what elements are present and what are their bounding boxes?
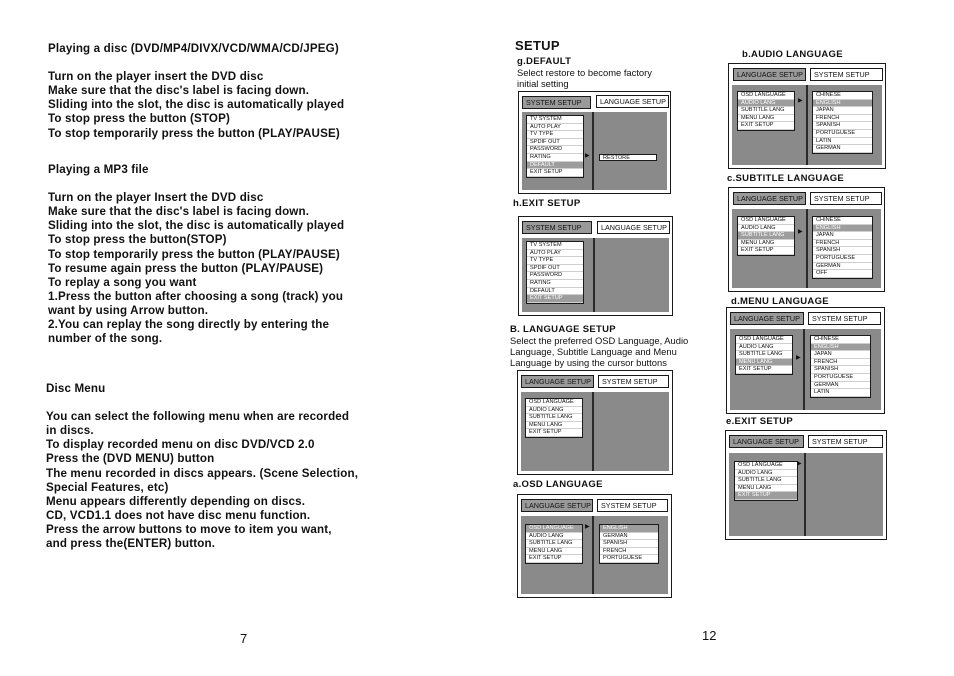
menu-body <box>732 209 881 288</box>
language-setup-list <box>734 461 798 501</box>
text-line: in discs. <box>46 424 94 438</box>
menu-item-tv-type[interactable]: TV TYPE <box>527 131 583 139</box>
option-german[interactable]: GERMAN <box>813 263 872 271</box>
menu-item-exit-setup[interactable]: EXIT SETUP <box>527 295 583 303</box>
language-setup-list <box>737 91 795 131</box>
menu-item-osd-language[interactable]: OSD LANGUAGE <box>736 336 792 344</box>
option-spanish[interactable]: SPANISH <box>811 366 870 374</box>
option-japan[interactable]: JAPAN <box>813 232 872 240</box>
menu-item-audio-lang[interactable]: AUDIO LANG <box>736 344 792 352</box>
system-setup-list <box>526 241 584 304</box>
text-line: Sliding into the slot, the disc is automatically played <box>48 219 345 233</box>
text-line: Press the (DVD MENU) button <box>46 452 215 466</box>
text-line: Menu appears differently depending on discs. <box>46 494 306 508</box>
arrow-right-icon: ▶ <box>585 524 590 530</box>
menu-item-audio-lang[interactable]: AUDIO LANG <box>738 100 794 108</box>
language-setup-list <box>735 335 793 375</box>
tab-language-setup[interactable]: LANGUAGE SETUP <box>521 499 593 512</box>
text-line: Make sure that the disc's label is facing down. <box>48 205 310 219</box>
option-japan[interactable]: JAPAN <box>811 351 870 359</box>
menu-item-subtitle-lang[interactable]: SUBTITLE LANG <box>735 477 797 485</box>
osd-language-screen <box>517 494 672 598</box>
tab-language-setup[interactable]: LANGUAGE SETUP <box>521 375 594 388</box>
text-line: Press the arrow buttons to move to item you want, <box>46 522 332 536</box>
tab-system-setup[interactable]: SYSTEM SETUP <box>598 375 669 388</box>
desc-line: Select the preferred OSD Language, Audio <box>510 335 689 346</box>
menu-body <box>521 392 669 471</box>
menu-item-menu-lang[interactable]: MENU LANG <box>736 359 792 367</box>
tab-language-setup[interactable]: LANGUAGE SETUP <box>733 68 806 81</box>
option-portuguese[interactable]: PORTUGUESE <box>813 255 872 263</box>
menu-body <box>521 516 668 594</box>
menu-body <box>522 112 667 190</box>
menu-item-menu-lang[interactable]: MENU LANG <box>526 422 582 430</box>
default-menu-screen <box>518 91 671 194</box>
text-line: Turn on the player insert the DVD disc <box>48 70 264 84</box>
desc-line: Language, Subtitle Language and Menu <box>510 346 677 357</box>
menu-divider <box>592 112 594 190</box>
menu-item-default[interactable]: DEFAULT <box>527 162 583 170</box>
menu-body <box>730 329 881 410</box>
tab-language-setup[interactable]: LANGUAGE SETUP <box>596 95 669 108</box>
tab-system-setup[interactable]: SYSTEM SETUP <box>522 96 591 109</box>
menu-item-audio-lang[interactable]: AUDIO LANG <box>526 533 582 541</box>
menu-item-exit-setup[interactable]: EXIT SETUP <box>526 429 582 437</box>
tab-system-setup[interactable]: SYSTEM SETUP <box>810 68 883 81</box>
text-line: Playing a disc (DVD/MP4/DIVX/VCD/WMA/CD/JPEG) <box>48 42 339 55</box>
option-spanish[interactable]: SPANISH <box>600 540 658 548</box>
menu-item-exit-setup[interactable]: EXIT SETUP <box>527 169 583 177</box>
subtitle-language-options <box>812 216 873 279</box>
exit-setup-label: h.EXIT SETUP <box>513 198 581 209</box>
text-line: To stop temporarily press the button (PLAY/PAUSE) <box>48 126 340 140</box>
option-portuguese[interactable]: PORTUGUESE <box>600 555 658 563</box>
option-french[interactable]: FRENCH <box>600 548 658 556</box>
system-setup-list <box>526 115 584 178</box>
menu-item-spdif-out[interactable]: SPDIF OUT <box>527 139 583 147</box>
menu-item-tv-type[interactable]: TV TYPE <box>527 257 583 265</box>
menu-divider <box>804 453 806 536</box>
menu-divider <box>806 85 808 165</box>
tab-system-setup[interactable]: SYSTEM SETUP <box>522 221 592 234</box>
language-setup-list <box>525 524 583 564</box>
text-line: CD, VCD1.1 does not have disc menu function. <box>46 508 311 522</box>
menu-item-subtitle-lang[interactable]: SUBTITLE LANG <box>738 232 794 240</box>
menu-divider <box>806 209 808 288</box>
text-line: Make sure that the disc's label is facing down. <box>48 84 310 98</box>
option-portuguese[interactable]: PORTUGUESE <box>813 130 872 138</box>
menu-body <box>522 238 669 312</box>
option-chinese[interactable]: CHINESE <box>813 92 872 100</box>
default-label: g.DEFAULT <box>517 56 572 67</box>
menu-item-osd-language[interactable]: OSD LANGUAGE <box>738 92 794 100</box>
option-spanish[interactable]: SPANISH <box>813 122 872 130</box>
osd-language-options <box>599 524 659 564</box>
restore-option[interactable]: RESTORE <box>599 154 657 161</box>
osd-language-label: a.OSD LANGUAGE <box>513 479 603 490</box>
language-setup-title: B. LANGUAGE SETUP <box>510 324 616 335</box>
option-english[interactable]: ENGLISH <box>811 344 870 352</box>
arrow-right-icon: ▶ <box>798 229 803 235</box>
menu-item-subtitle-lang[interactable]: SUBTITLE LANG <box>526 540 582 548</box>
page-number-right: 12 <box>702 628 717 643</box>
text-line: number of the song. <box>48 332 163 346</box>
desc-line: Language by using the cursor buttons <box>510 357 667 368</box>
tab-system-setup[interactable]: SYSTEM SETUP <box>597 499 668 512</box>
text-line: 1.Press the button after choosing a song (track) you <box>48 289 344 303</box>
audio-language-label: b.AUDIO LANGUAGE <box>742 49 843 60</box>
audio-language-screen <box>728 63 886 169</box>
text-line <box>48 177 344 191</box>
tab-language-setup[interactable]: LANGUAGE SETUP <box>597 221 670 234</box>
text-line: Disc Menu <box>46 382 106 395</box>
text-line <box>48 56 344 70</box>
section-playing-mp3 <box>48 163 344 346</box>
menu-item-osd-language[interactable]: OSD LANGUAGE <box>735 462 797 470</box>
tab-system-setup[interactable]: SYSTEM SETUP <box>808 435 883 448</box>
language-setup-list <box>525 398 583 438</box>
arrow-right-icon: ▶ <box>585 153 590 159</box>
desc-line: Select restore to become factory <box>517 67 652 78</box>
text-line: Sliding into the slot, the disc is automatically played <box>48 98 345 112</box>
option-off[interactable]: OFF <box>813 270 872 278</box>
text-line: Special Features, etc) <box>46 480 169 494</box>
menu-item-osd-language[interactable]: OSD LANGUAGE <box>738 217 794 225</box>
option-portuguese[interactable]: PORTUGUESE <box>811 374 870 382</box>
tab-language-setup[interactable]: LANGUAGE SETUP <box>733 192 806 205</box>
option-german[interactable]: GERMAN <box>813 145 872 153</box>
menu-item-default[interactable]: DEFAULT <box>527 288 583 296</box>
menu-language-label: d.MENU LANGUAGE <box>731 296 829 307</box>
section-disc-menu <box>46 382 358 551</box>
menu-item-audio-lang[interactable]: AUDIO LANG <box>735 470 797 478</box>
option-french[interactable]: FRENCH <box>811 359 870 367</box>
text-line: Playing a MP3 file <box>48 163 149 176</box>
option-english[interactable]: ENGLISH <box>813 225 872 233</box>
tab-system-setup[interactable]: SYSTEM SETUP <box>808 312 881 325</box>
arrow-right-icon: ▶ <box>797 461 802 467</box>
menu-item-menu-lang[interactable]: MENU LANG <box>735 485 797 493</box>
menu-item-osd-language[interactable]: OSD LANGUAGE <box>526 525 582 533</box>
default-description <box>517 67 652 89</box>
menu-item-exit-setup[interactable]: EXIT SETUP <box>738 122 794 130</box>
text-line: To display recorded menu on disc DVD/VCD 2.0 <box>46 438 315 452</box>
menu-divider <box>592 392 594 471</box>
menu-item-subtitle-lang[interactable]: SUBTITLE LANG <box>736 351 792 359</box>
text-line: To stop press the button (STOP) <box>48 112 230 126</box>
menu-item-menu-lang[interactable]: MENU LANG <box>738 240 794 248</box>
option-japan[interactable]: JAPAN <box>813 107 872 115</box>
text-line: The menu recorded in discs appears. (Scene Selection, <box>46 466 359 480</box>
menu-body <box>729 453 883 536</box>
text-line: To replay a song you want <box>48 275 197 289</box>
audio-language-options <box>812 91 873 154</box>
menu-item-exit-setup[interactable]: EXIT SETUP <box>526 555 582 563</box>
language-setup-list <box>737 216 795 256</box>
option-english[interactable]: ENGLISH <box>813 100 872 108</box>
tab-language-setup[interactable]: LANGUAGE SETUP <box>730 312 804 325</box>
menu-item-password[interactable]: PASSWORD <box>527 272 583 280</box>
menu-item-audio-lang[interactable]: AUDIO LANG <box>526 407 582 415</box>
menu-divider <box>593 238 595 312</box>
menu-item-subtitle-lang[interactable]: SUBTITLE LANG <box>526 414 582 422</box>
menu-item-menu-lang[interactable]: MENU LANG <box>526 548 582 556</box>
menu-item-tv-system[interactable]: TV SYSTEM <box>527 242 583 250</box>
menu-item-spdif-out[interactable]: SPDIF OUT <box>527 265 583 273</box>
menu-language-screen <box>726 307 885 414</box>
text-line: Turn on the player Insert the DVD disc <box>48 191 264 205</box>
language-setup-description <box>510 335 688 368</box>
option-english[interactable]: ENGLISH <box>600 525 658 533</box>
menu-item-menu-lang[interactable]: MENU LANG <box>738 115 794 123</box>
setup-title: SETUP <box>515 38 560 53</box>
menu-divider <box>592 516 594 594</box>
exit-setup-label-2: e.EXIT SETUP <box>726 416 793 427</box>
menu-item-password[interactable]: PASSWORD <box>527 146 583 154</box>
text-line: To resume again press the button (PLAY/PAUSE) <box>48 261 324 275</box>
menu-item-rating[interactable]: RATING <box>527 280 583 288</box>
subtitle-language-screen <box>728 187 885 292</box>
subtitle-language-label: c.SUBTITLE LANGUAGE <box>727 173 845 184</box>
menu-item-subtitle-lang[interactable]: SUBTITLE LANG <box>738 107 794 115</box>
menu-item-osd-language[interactable]: OSD LANGUAGE <box>526 399 582 407</box>
text-line: and press the(ENTER) button. <box>46 537 216 551</box>
option-german[interactable]: GERMAN <box>600 533 658 541</box>
menu-item-exit-setup[interactable]: EXIT SETUP <box>735 492 797 500</box>
section-playing-disc <box>48 42 344 141</box>
menu-body <box>732 85 882 165</box>
menu-item-auto-play[interactable]: AUTO PLAY <box>527 250 583 258</box>
menu-item-rating[interactable]: RATING <box>527 154 583 162</box>
menu-divider <box>803 329 805 410</box>
exit-setup-screen <box>518 216 673 316</box>
menu-item-exit-setup[interactable]: EXIT SETUP <box>738 247 794 255</box>
option-latin[interactable]: LATIN <box>811 389 870 397</box>
language-setup-screen <box>517 370 673 475</box>
exit-setup-language-screen <box>725 430 887 540</box>
text-line: 2.You can replay the song directly by entering the <box>48 318 330 332</box>
text-line: You can select the following menu when are recorded <box>46 410 350 424</box>
menu-item-exit-setup[interactable]: EXIT SETUP <box>736 366 792 374</box>
tab-language-setup[interactable]: LANGUAGE SETUP <box>729 435 804 448</box>
option-german[interactable]: GERMAN <box>811 382 870 390</box>
desc-line: initial setting <box>517 78 569 89</box>
option-chinese[interactable]: CHINESE <box>813 217 872 225</box>
menu-item-auto-play[interactable]: AUTO PLAY <box>527 124 583 132</box>
text-line <box>46 396 358 410</box>
arrow-right-icon: ▶ <box>798 98 803 104</box>
option-spanish[interactable]: SPANISH <box>813 247 872 255</box>
arrow-right-icon: ▶ <box>796 355 801 361</box>
option-french[interactable]: FRENCH <box>813 115 872 123</box>
menu-item-audio-lang[interactable]: AUDIO LANG <box>738 225 794 233</box>
tab-system-setup[interactable]: SYSTEM SETUP <box>810 192 882 205</box>
menu-language-options <box>810 335 871 398</box>
menu-item-tv-system[interactable]: TV SYSTEM <box>527 116 583 124</box>
text-line: To stop press the button(STOP) <box>48 233 227 247</box>
option-chinese[interactable]: CHINESE <box>811 336 870 344</box>
option-french[interactable]: FRENCH <box>813 240 872 248</box>
text-line: want by using Arrow button. <box>48 303 209 317</box>
text-line: To stop temporarily press the button (PLAY/PAUSE) <box>48 247 340 261</box>
option-latin[interactable]: LATIN <box>813 138 872 146</box>
page-number-left: 7 <box>240 631 248 646</box>
